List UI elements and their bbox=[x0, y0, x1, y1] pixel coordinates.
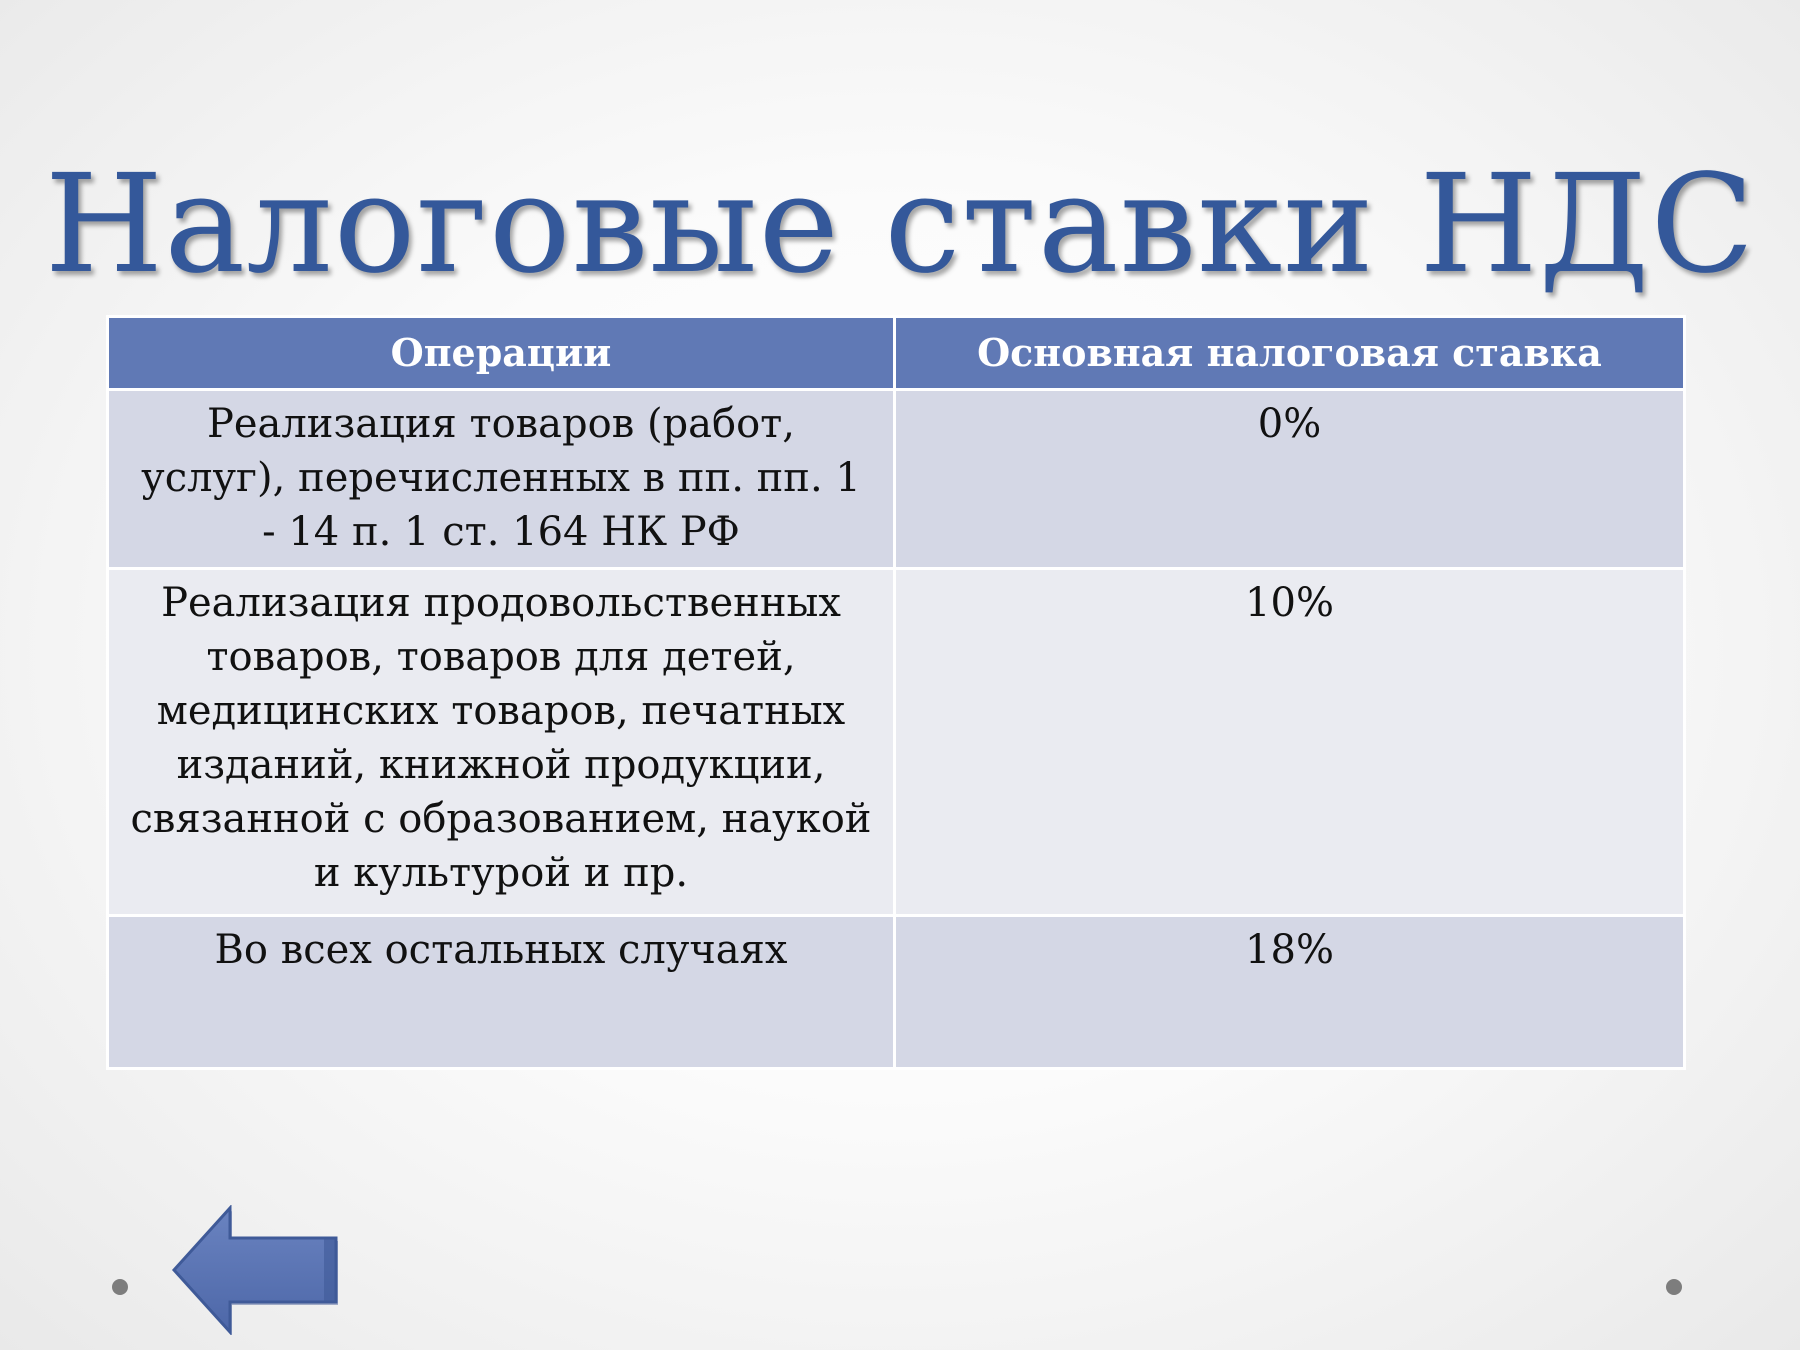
operation-cell: Во всех остальных случаях bbox=[108, 916, 895, 1069]
vat-rates-table bbox=[106, 315, 1686, 1070]
operation-cell: Реализация продовольственных товаров, товаров для детей, медицинских товаров, печатных изданий, книжной продукции, связанной с образованием, наукой и культурой и пр. bbox=[108, 569, 895, 916]
slide-title: Налоговые ставки НДС bbox=[44, 146, 1756, 304]
table-row bbox=[108, 390, 1685, 569]
rate-cell: 18% bbox=[895, 916, 1685, 1069]
rate-cell: 10% bbox=[895, 569, 1685, 916]
left-arrow-icon[interactable] bbox=[170, 1205, 342, 1335]
table-row bbox=[108, 569, 1685, 916]
column-header-operations: Операции bbox=[108, 317, 895, 390]
table-header-row bbox=[108, 317, 1685, 390]
decorative-dot-right bbox=[1666, 1279, 1682, 1295]
table-row bbox=[108, 916, 1685, 1069]
rate-cell: 0% bbox=[895, 390, 1685, 569]
column-header-rate: Основная налоговая ставка bbox=[895, 317, 1685, 390]
decorative-dot-left bbox=[112, 1279, 128, 1295]
operation-cell: Реализация товаров (работ, услуг), перечисленных в пп. пп. 1 - 14 п. 1 ст. 164 НК РФ bbox=[108, 390, 895, 569]
